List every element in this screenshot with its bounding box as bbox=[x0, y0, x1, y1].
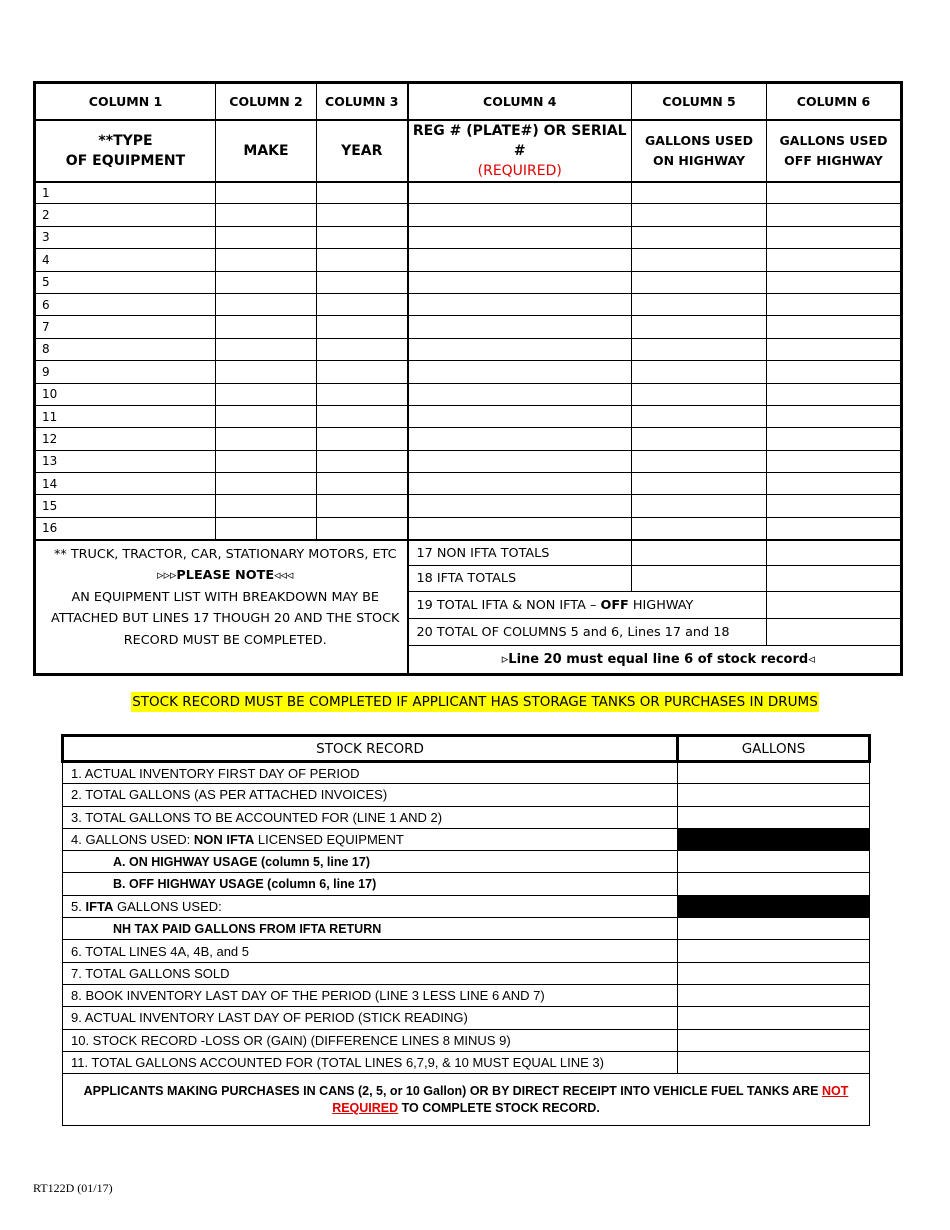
equipment-row-8-make-cell[interactable] bbox=[216, 338, 317, 360]
stock-line-3-gallons[interactable] bbox=[678, 806, 870, 828]
table-row bbox=[63, 828, 870, 850]
type-of-equipment-header: **TYPE OF EQUIPMENT bbox=[35, 120, 216, 182]
equipment-row-13-make-cell[interactable] bbox=[216, 450, 317, 472]
stock-line-6-gallons[interactable] bbox=[678, 940, 870, 962]
equipment-row-16-reg-serial-cell[interactable] bbox=[408, 517, 632, 539]
equipment-row-4-on-highway-cell[interactable] bbox=[632, 249, 767, 271]
stock-line-4-blackout bbox=[678, 828, 870, 850]
gallons-on-highway-header: GALLONS USED ON HIGHWAY bbox=[632, 120, 767, 182]
equipment-row-2-on-highway-cell[interactable] bbox=[632, 204, 767, 226]
column-3-header: COLUMN 3 bbox=[317, 83, 408, 120]
column-5-header: COLUMN 5 bbox=[632, 83, 767, 120]
table-row bbox=[63, 851, 870, 873]
equipment-row-7-reg-serial-cell[interactable] bbox=[408, 316, 632, 338]
equipment-row-6-off-highway-cell[interactable] bbox=[767, 293, 902, 315]
equipment-row-10-make-cell[interactable] bbox=[216, 383, 317, 405]
table-row bbox=[35, 361, 902, 383]
stock-line-1-gallons[interactable] bbox=[678, 762, 870, 784]
equipment-row-5-type-cell: 5 bbox=[35, 271, 216, 293]
equipment-row-6-make-cell[interactable] bbox=[216, 293, 317, 315]
please-note-heading: ▹▹▹PLEASE NOTE◃◃◃ bbox=[157, 568, 294, 584]
line-17-label: 17 NON IFTA TOTALS bbox=[408, 540, 632, 566]
equipment-rows bbox=[35, 182, 902, 540]
stock-line-4-label: 4. GALLONS USED: NON IFTA LICENSED EQUIPMENT bbox=[63, 828, 678, 850]
stock-line-8-gallons[interactable] bbox=[678, 984, 870, 1006]
equipment-row-16-on-highway-cell[interactable] bbox=[632, 517, 767, 539]
equipment-row-16-make-cell[interactable] bbox=[216, 517, 317, 539]
equipment-row-9-reg-serial-cell[interactable] bbox=[408, 361, 632, 383]
stock-line-2-gallons[interactable] bbox=[678, 784, 870, 806]
stock-line-4a-gallons[interactable] bbox=[678, 851, 870, 873]
stock-line-4a-label: A. ON HIGHWAY USAGE (column 5, line 17) bbox=[63, 851, 678, 873]
stock-line-5-blackout bbox=[678, 895, 870, 917]
equipment-row-6-type-cell: 6 bbox=[35, 293, 216, 315]
column-4-header: COLUMN 4 bbox=[408, 83, 632, 120]
line-19-off-highway-cell[interactable] bbox=[767, 592, 902, 619]
equipment-row-11-year-cell[interactable] bbox=[317, 405, 408, 427]
equipment-row-10-reg-serial-cell[interactable] bbox=[408, 383, 632, 405]
line-18-off-highway-cell[interactable] bbox=[767, 566, 902, 592]
table-row bbox=[35, 182, 902, 204]
table-row bbox=[35, 316, 902, 338]
stock-line-10-gallons[interactable] bbox=[678, 1029, 870, 1051]
table-row bbox=[35, 517, 902, 539]
line-17-off-highway-cell[interactable] bbox=[767, 540, 902, 566]
equipment-row-10-type-cell: 10 bbox=[35, 383, 216, 405]
table-row bbox=[35, 204, 902, 226]
equipment-row-14-type-cell: 14 bbox=[35, 473, 216, 495]
line-20-label: 20 TOTAL OF COLUMNS 5 and 6, Lines 17 and 18 bbox=[408, 619, 767, 646]
equipment-row-15-off-highway-cell[interactable] bbox=[767, 495, 902, 517]
table-row bbox=[35, 271, 902, 293]
equipment-row-11-on-highway-cell[interactable] bbox=[632, 405, 767, 427]
stock-line-9-label: 9. ACTUAL INVENTORY LAST DAY OF PERIOD (STICK READING) bbox=[63, 1007, 678, 1029]
equipment-row-7-year-cell[interactable] bbox=[317, 316, 408, 338]
totals-section bbox=[35, 540, 902, 675]
equipment-row-5-reg-serial-cell[interactable] bbox=[408, 271, 632, 293]
table-row bbox=[63, 806, 870, 828]
equipment-row-3-reg-serial-cell[interactable] bbox=[408, 226, 632, 248]
equipment-row-6-on-highway-cell[interactable] bbox=[632, 293, 767, 315]
equipment-row-3-year-cell[interactable] bbox=[317, 226, 408, 248]
equipment-row-14-off-highway-cell[interactable] bbox=[767, 473, 902, 495]
table-row bbox=[63, 940, 870, 962]
stock-line-4b-label: B. OFF HIGHWAY USAGE (column 6, line 17) bbox=[63, 873, 678, 895]
table-row bbox=[63, 784, 870, 806]
equipment-row-5-year-cell[interactable] bbox=[317, 271, 408, 293]
equipment-row-5-off-highway-cell[interactable] bbox=[767, 271, 902, 293]
equipment-row-15-year-cell[interactable] bbox=[317, 495, 408, 517]
stock-line-9-gallons[interactable] bbox=[678, 1007, 870, 1029]
equipment-row-2-off-highway-cell[interactable] bbox=[767, 204, 902, 226]
equipment-row-1-reg-serial-cell[interactable] bbox=[408, 182, 632, 204]
table-row bbox=[35, 473, 902, 495]
stock-line-3-label: 3. TOTAL GALLONS TO BE ACCOUNTED FOR (LINE 1 AND 2) bbox=[63, 806, 678, 828]
equipment-row-13-on-highway-cell[interactable] bbox=[632, 450, 767, 472]
table-row bbox=[63, 762, 870, 784]
stock-record-footnote: APPLICANTS MAKING PURCHASES IN CANS (2, 5, or 10 Gallon) OR BY DIRECT RECEIPT INTO VEHICLE FUEL TANKS ARE NOT REQUIRED TO COMPLETE STOCK RECORD. bbox=[63, 1074, 870, 1126]
equipment-row-2-type-cell: 2 bbox=[35, 204, 216, 226]
stock-line-11-label: 11. TOTAL GALLONS ACCOUNTED FOR (TOTAL LINES 6,7,9, & 10 MUST EQUAL LINE 3) bbox=[63, 1051, 678, 1073]
equipment-row-6-year-cell[interactable] bbox=[317, 293, 408, 315]
stock-line-5-gallons[interactable] bbox=[678, 918, 870, 940]
form-code: RT122D (01/17) bbox=[33, 1181, 113, 1195]
table-row bbox=[63, 962, 870, 984]
equipment-row-1-year-cell[interactable] bbox=[317, 182, 408, 204]
table-row bbox=[63, 1051, 870, 1073]
column-1-header: COLUMN 1 bbox=[35, 83, 216, 120]
equipment-row-1-on-highway-cell[interactable] bbox=[632, 182, 767, 204]
gallons-header: GALLONS bbox=[678, 736, 870, 762]
equipment-row-4-reg-serial-cell[interactable] bbox=[408, 249, 632, 271]
stock-line-6-label: 6. TOTAL LINES 4A, 4B, and 5 bbox=[63, 940, 678, 962]
equipment-row-4-make-cell[interactable] bbox=[216, 249, 317, 271]
stock-record-banner bbox=[0, 691, 950, 712]
equipment-row-2-year-cell[interactable] bbox=[317, 204, 408, 226]
table-row bbox=[35, 495, 902, 517]
required-label: (REQUIRED) bbox=[477, 162, 562, 179]
equipment-row-12-reg-serial-cell[interactable] bbox=[408, 428, 632, 450]
equipment-row-9-off-highway-cell[interactable] bbox=[767, 361, 902, 383]
equipment-row-1-make-cell[interactable] bbox=[216, 182, 317, 204]
equipment-row-14-year-cell[interactable] bbox=[317, 473, 408, 495]
equipment-row-13-type-cell: 13 bbox=[35, 450, 216, 472]
equipment-row-6-reg-serial-cell[interactable] bbox=[408, 293, 632, 315]
stock-line-5-sub-label: NH TAX PAID GALLONS FROM IFTA RETURN bbox=[63, 918, 678, 940]
equipment-row-5-make-cell[interactable] bbox=[216, 271, 317, 293]
equipment-row-9-on-highway-cell[interactable] bbox=[632, 361, 767, 383]
equipment-row-14-on-highway-cell[interactable] bbox=[632, 473, 767, 495]
equipment-row-4-year-cell[interactable] bbox=[317, 249, 408, 271]
stock-line-2-label: 2. TOTAL GALLONS (AS PER ATTACHED INVOICES) bbox=[63, 784, 678, 806]
equipment-row-3-on-highway-cell[interactable] bbox=[632, 226, 767, 248]
make-header: MAKE bbox=[216, 120, 317, 182]
equipment-row-8-year-cell[interactable] bbox=[317, 338, 408, 360]
reg-serial-header: REG # (PLATE#) OR SERIAL # (REQUIRED) bbox=[408, 120, 632, 182]
equipment-row-15-on-highway-cell[interactable] bbox=[632, 495, 767, 517]
equipment-note bbox=[35, 540, 408, 675]
equipment-row-10-year-cell[interactable] bbox=[317, 383, 408, 405]
equipment-row-13-off-highway-cell[interactable] bbox=[767, 450, 902, 472]
equipment-row-2-make-cell[interactable] bbox=[216, 204, 317, 226]
equipment-row-1-off-highway-cell[interactable] bbox=[767, 182, 902, 204]
line-17-on-highway-cell[interactable] bbox=[632, 540, 767, 566]
equipment-row-16-off-highway-cell[interactable] bbox=[767, 517, 902, 539]
equipment-row-3-off-highway-cell[interactable] bbox=[767, 226, 902, 248]
equipment-row-2-reg-serial-cell[interactable] bbox=[408, 204, 632, 226]
line-20-note: ▹Line 20 must equal line 6 of stock record◃ bbox=[408, 646, 902, 675]
column-2-header: COLUMN 2 bbox=[216, 83, 317, 120]
stock-line-5-label: 5. IFTA GALLONS USED: bbox=[63, 895, 678, 917]
equipment-row-13-reg-serial-cell[interactable] bbox=[408, 450, 632, 472]
not-required-label: NOT REQUIRED bbox=[332, 1083, 849, 1115]
equipment-row-11-reg-serial-cell[interactable] bbox=[408, 405, 632, 427]
table-row bbox=[35, 428, 902, 450]
equipment-row-12-make-cell[interactable] bbox=[216, 428, 317, 450]
equipment-row-12-year-cell[interactable] bbox=[317, 428, 408, 450]
equipment-row-3-type-cell: 3 bbox=[35, 226, 216, 248]
equipment-row-16-year-cell[interactable] bbox=[317, 517, 408, 539]
stock-line-7-label: 7. TOTAL GALLONS SOLD bbox=[63, 962, 678, 984]
equipment-row-8-on-highway-cell[interactable] bbox=[632, 338, 767, 360]
stock-line-7-gallons[interactable] bbox=[678, 962, 870, 984]
stock-line-1-label: 1. ACTUAL INVENTORY FIRST DAY OF PERIOD bbox=[63, 762, 678, 784]
equipment-row-12-type-cell: 12 bbox=[35, 428, 216, 450]
line-19-label: 19 TOTAL IFTA & NON IFTA – OFF HIGHWAY bbox=[408, 592, 767, 619]
equipment-row-7-type-cell: 7 bbox=[35, 316, 216, 338]
equipment-row-15-type-cell: 15 bbox=[35, 495, 216, 517]
equipment-row-14-make-cell[interactable] bbox=[216, 473, 317, 495]
equipment-row-10-on-highway-cell[interactable] bbox=[632, 383, 767, 405]
stock-record-banner-text: STOCK RECORD MUST BE COMPLETED IF APPLICANT HAS STORAGE TANKS OR PURCHASES IN DRUMS bbox=[132, 694, 818, 710]
table-row bbox=[63, 873, 870, 895]
equipment-row-11-make-cell[interactable] bbox=[216, 405, 317, 427]
equipment-row-12-off-highway-cell[interactable] bbox=[767, 428, 902, 450]
line-18-label: 18 IFTA TOTALS bbox=[408, 566, 632, 592]
equipment-row-9-year-cell[interactable] bbox=[317, 361, 408, 383]
equipment-row-16-type-cell: 16 bbox=[35, 517, 216, 539]
stock-line-10-label: 10. STOCK RECORD -LOSS OR (GAIN) (DIFFERENCE LINES 8 MINUS 9) bbox=[63, 1029, 678, 1051]
equipment-row-14-reg-serial-cell[interactable] bbox=[408, 473, 632, 495]
equipment-row-11-type-cell: 11 bbox=[35, 405, 216, 427]
table-row bbox=[63, 918, 870, 940]
equipment-row-10-off-highway-cell[interactable] bbox=[767, 383, 902, 405]
table-row bbox=[63, 1029, 870, 1051]
equipment-row-13-year-cell[interactable] bbox=[317, 450, 408, 472]
stock-line-11-gallons[interactable] bbox=[678, 1051, 870, 1073]
table-row bbox=[35, 249, 902, 271]
equipment-row-7-on-highway-cell[interactable] bbox=[632, 316, 767, 338]
line-20-total-cell[interactable] bbox=[767, 619, 902, 646]
equipment-row-7-off-highway-cell[interactable] bbox=[767, 316, 902, 338]
equipment-row-9-make-cell[interactable] bbox=[216, 361, 317, 383]
equipment-row-11-off-highway-cell[interactable] bbox=[767, 405, 902, 427]
table-row bbox=[35, 405, 902, 427]
stock-line-4b-gallons[interactable] bbox=[678, 873, 870, 895]
equipment-row-4-off-highway-cell[interactable] bbox=[767, 249, 902, 271]
equipment-row-12-on-highway-cell[interactable] bbox=[632, 428, 767, 450]
stock-record-header: STOCK RECORD bbox=[63, 736, 678, 762]
stock-line-8-label: 8. BOOK INVENTORY LAST DAY OF THE PERIOD (LINE 3 LESS LINE 6 AND 7) bbox=[63, 984, 678, 1006]
table-row bbox=[63, 1007, 870, 1029]
equipment-row-15-reg-serial-cell[interactable] bbox=[408, 495, 632, 517]
table-row bbox=[35, 450, 902, 472]
table-row bbox=[35, 293, 902, 315]
table-row bbox=[35, 383, 902, 405]
equipment-row-8-reg-serial-cell[interactable] bbox=[408, 338, 632, 360]
equipment-row-15-make-cell[interactable] bbox=[216, 495, 317, 517]
equipment-row-8-off-highway-cell[interactable] bbox=[767, 338, 902, 360]
equipment-row-3-make-cell[interactable] bbox=[216, 226, 317, 248]
equipment-row-9-type-cell: 9 bbox=[35, 361, 216, 383]
gallons-off-highway-header: GALLONS USED OFF HIGHWAY bbox=[767, 120, 902, 182]
equipment-types-note: ** TRUCK, TRACTOR, CAR, STATIONARY MOTORS, ETC bbox=[53, 546, 397, 562]
table-row bbox=[35, 226, 902, 248]
year-header: YEAR bbox=[317, 120, 408, 182]
equipment-table bbox=[33, 81, 903, 676]
table-row bbox=[63, 984, 870, 1006]
stock-record-table bbox=[61, 734, 871, 1126]
column-6-header: COLUMN 6 bbox=[767, 83, 902, 120]
table-row bbox=[35, 338, 902, 360]
equipment-row-7-make-cell[interactable] bbox=[216, 316, 317, 338]
line-18-on-highway-cell[interactable] bbox=[632, 566, 767, 592]
equipment-row-5-on-highway-cell[interactable] bbox=[632, 271, 767, 293]
equipment-row-1-type-cell: 1 bbox=[35, 182, 216, 204]
equipment-row-4-type-cell: 4 bbox=[35, 249, 216, 271]
table-row bbox=[63, 895, 870, 917]
equipment-list-note: AN EQUIPMENT LIST WITH BREAKDOWN MAY BE ATTACHED BUT LINES 17 THOUGH 20 AND THE STOCK RECORD MUST BE COMPLETED. bbox=[51, 589, 400, 648]
equipment-row-8-type-cell: 8 bbox=[35, 338, 216, 360]
